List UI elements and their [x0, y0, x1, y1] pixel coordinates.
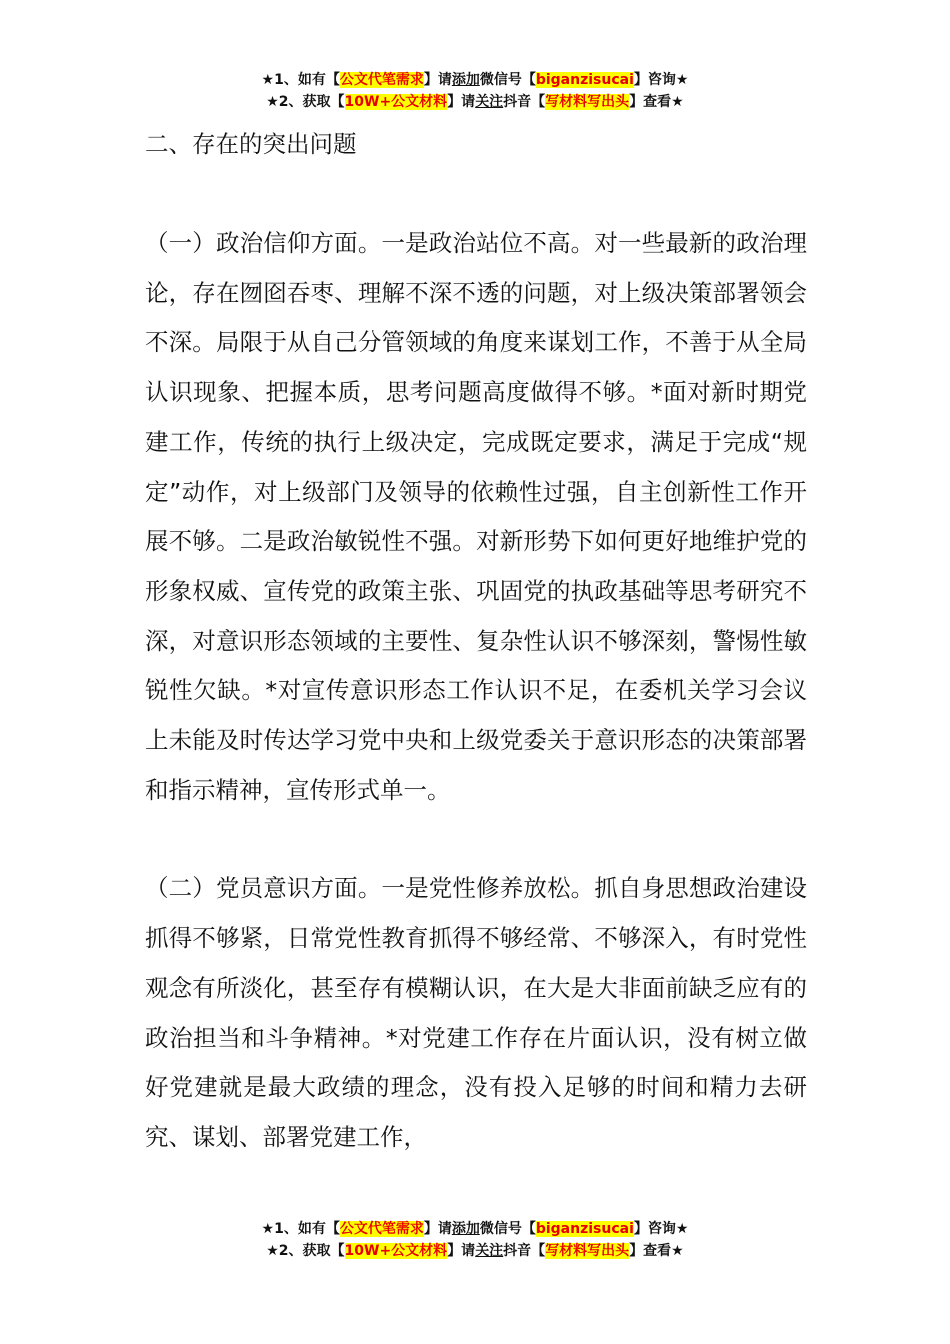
footer-highlight-douyin: 写材料写出头	[545, 1243, 630, 1259]
banner-line-1-mid1: 】请	[423, 72, 452, 88]
banner-line-1	[0, 69, 950, 91]
paragraph-party-awareness: （二）党员意识方面。一是党性修养放松。抓自身思想政治建设抓得不够紧，日常党性教育抓得不够经常、不够深入，有时党性观念有所淡化，甚至存有模糊认识，在大是大非面前缺乏应有的政治担当和斗争精神。*对党建工作存在片面认识，没有树立做好党建就是最大政绩的理念，没有投入足够的时间和精力去研究、谋划、部署党建工作，	[145, 874, 807, 1151]
banner-line-2-suffix: 】查看★	[629, 94, 684, 110]
document-body	[145, 122, 807, 1163]
banner-line-1-suffix: 】咨询★	[633, 72, 689, 88]
header-banner	[0, 69, 950, 113]
footer-highlight-wechat-id: biganzisucai	[535, 1221, 634, 1237]
footer-banner	[0, 1218, 950, 1262]
banner-highlight-douyin: 写材料写出头	[545, 94, 630, 110]
banner-highlight-service: 公文代笔需求	[339, 72, 424, 88]
footer-line-1-prefix: ★1、如有【	[261, 1221, 340, 1237]
footer-line-2	[0, 1240, 950, 1262]
footer-underline-add: 添加	[451, 1221, 480, 1237]
footer-line-1-mid2: 微信号【	[479, 1221, 536, 1237]
footer-line-1	[0, 1218, 950, 1240]
footer-line-2-suffix: 】查看★	[629, 1243, 684, 1259]
banner-line-2	[0, 91, 950, 113]
footer-line-1-mid1: 】请	[423, 1221, 452, 1237]
banner-underline-add: 添加	[451, 72, 480, 88]
footer-highlight-materials: 10W+公文材料	[344, 1243, 448, 1259]
banner-line-2-mid1: 】请	[447, 94, 476, 110]
footer-line-2-prefix: ★2、获取【	[266, 1243, 345, 1259]
banner-line-1-prefix: ★1、如有【	[261, 72, 340, 88]
banner-underline-follow: 关注	[475, 94, 504, 110]
footer-highlight-service: 公文代笔需求	[339, 1221, 424, 1237]
banner-line-2-prefix: ★2、获取【	[266, 94, 345, 110]
banner-line-1-mid2: 微信号【	[479, 72, 536, 88]
footer-line-2-mid1: 】请	[447, 1243, 476, 1259]
footer-line-1-suffix: 】咨询★	[633, 1221, 689, 1237]
banner-highlight-wechat-id: biganzisucai	[535, 72, 634, 88]
banner-line-2-mid2: 抖音【	[503, 94, 546, 110]
footer-line-2-mid2: 抖音【	[503, 1243, 546, 1259]
banner-highlight-materials: 10W+公文材料	[344, 94, 448, 110]
footer-underline-follow: 关注	[475, 1243, 504, 1259]
paragraph-political-belief: （一）政治信仰方面。一是政治站位不高。对一些最新的政治理论，存在囫囵吞枣、理解不深不透的问题，对上级决策部署领会不深。局限于从自己分管领域的角度来谋划工作，不善于从全局认识现象、把握本质，思考问题高度做得不够。*面对新时期党建工作，传统的执行上级决定，完成既定要求，满足于完成“规定”动作，对上级部门及领导的依赖性过强，自主创新性工作开展不够。二是政治敏锐性不强。对新形势下如何更好地维护党的形象权威、宣传党的政策主张、巩固党的执政基础等思考研究不深，对意识形态领域的主要性、复杂性认识不够深刻，警惕性敏锐性欠缺。*对宣传意识形态工作认识不足，在委机关学习会议上未能及时传达学习党中央和上级党委关于意识形态的决策部署和指示精神，宣传形式单一。	[145, 229, 807, 804]
section-heading: 二、存在的突出问题	[145, 130, 357, 158]
